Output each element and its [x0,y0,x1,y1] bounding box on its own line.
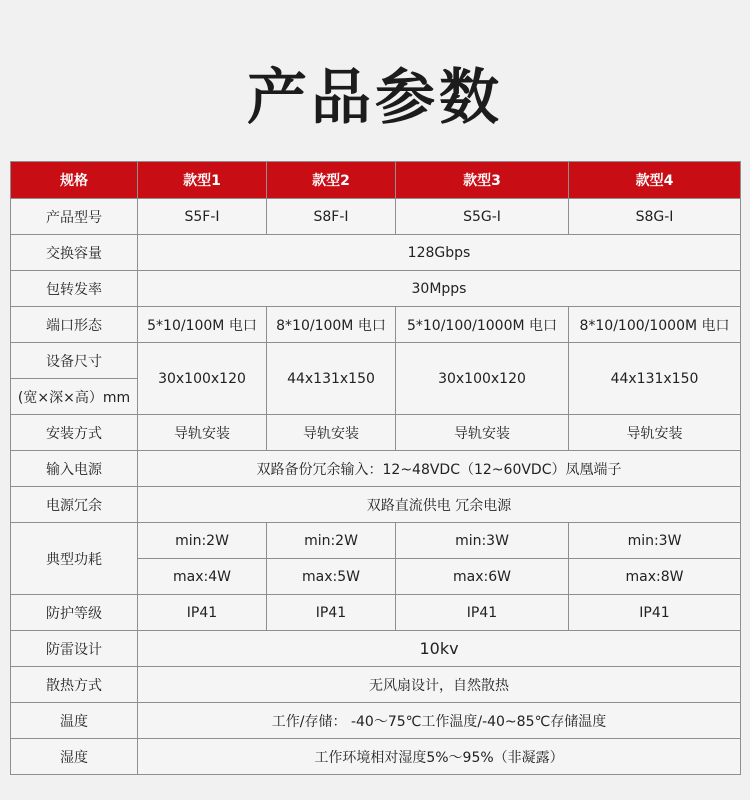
table-cell: 无风扇设计，自然散热 [138,667,741,703]
table-cell: min:3W [569,523,741,559]
row-label: 交换容量 [11,235,138,271]
table-cell: 10kv [138,631,741,667]
table-row [11,199,741,235]
table-cell: min:2W [267,523,396,559]
table-cell: 44x131x150 [267,343,396,415]
table-cell: 导轨安装 [569,415,741,451]
table-cell: 44x131x150 [569,343,741,415]
table-row [11,487,741,523]
table-row [11,451,741,487]
table-cell: 30Mpps [138,271,741,307]
row-label: 散热方式 [11,667,138,703]
table-cell: 导轨安装 [138,415,267,451]
table-cell: S5F-I [138,199,267,235]
header-model-4: 款型4 [569,162,741,199]
table-row [11,271,741,307]
table-cell: IP41 [396,595,569,631]
header-model-1: 款型1 [138,162,267,199]
table-header-row [11,162,741,199]
table-cell: 30x100x120 [396,343,569,415]
table-cell: max:6W [396,559,569,595]
header-spec: 规格 [11,162,138,199]
table-cell: 8*10/100/1000M 电口 [569,307,741,343]
table-row [11,595,741,631]
table-cell: IP41 [138,595,267,631]
table-cell: 导轨安装 [396,415,569,451]
table-cell: 导轨安装 [267,415,396,451]
table-row [11,631,741,667]
table-cell: 30x100x120 [138,343,267,415]
row-label: 设备尺寸 [11,343,138,379]
table-cell: 5*10/100/1000M 电口 [396,307,569,343]
row-label: 温度 [11,703,138,739]
table-row [11,739,741,775]
row-label: (宽×深×高）mm [11,379,138,415]
table-cell: max:4W [138,559,267,595]
spec-table [10,161,741,775]
table-cell: S8F-I [267,199,396,235]
table-cell: S5G-I [396,199,569,235]
row-label: 端口形态 [11,307,138,343]
table-cell: max:5W [267,559,396,595]
table-cell: 5*10/100M 电口 [138,307,267,343]
table-cell: 8*10/100M 电口 [267,307,396,343]
row-label: 湿度 [11,739,138,775]
table-row [11,667,741,703]
row-label: 包转发率 [11,271,138,307]
row-label: 输入电源 [11,451,138,487]
header-model-3: 款型3 [396,162,569,199]
table-cell: IP41 [569,595,741,631]
table-cell: 工作/存储： -40～75℃工作温度/-40~85℃存储温度 [138,703,741,739]
table-cell: 双路直流供电 冗余电源 [138,487,741,523]
row-label: 电源冗余 [11,487,138,523]
table-cell: 双路备份冗余输入：12~48VDC（12~60VDC）凤凰端子 [138,451,741,487]
row-label: 产品型号 [11,199,138,235]
row-label: 典型功耗 [11,523,138,595]
page-title: 产品参数 [247,63,503,133]
table-row [11,307,741,343]
table-cell: 工作环境相对湿度5%～95%（非凝露） [138,739,741,775]
table-cell: IP41 [267,595,396,631]
table-row [11,415,741,451]
table-cell: 128Gbps [138,235,741,271]
row-label: 防护等级 [11,595,138,631]
table-row [11,703,741,739]
table-cell: min:2W [138,523,267,559]
table-cell: min:3W [396,523,569,559]
table-cell: max:8W [569,559,741,595]
table-cell: S8G-I [569,199,741,235]
row-label: 防雷设计 [11,631,138,667]
table-row [11,343,741,379]
row-label: 安装方式 [11,415,138,451]
table-row [11,523,741,559]
header-model-2: 款型2 [267,162,396,199]
table-row [11,235,741,271]
